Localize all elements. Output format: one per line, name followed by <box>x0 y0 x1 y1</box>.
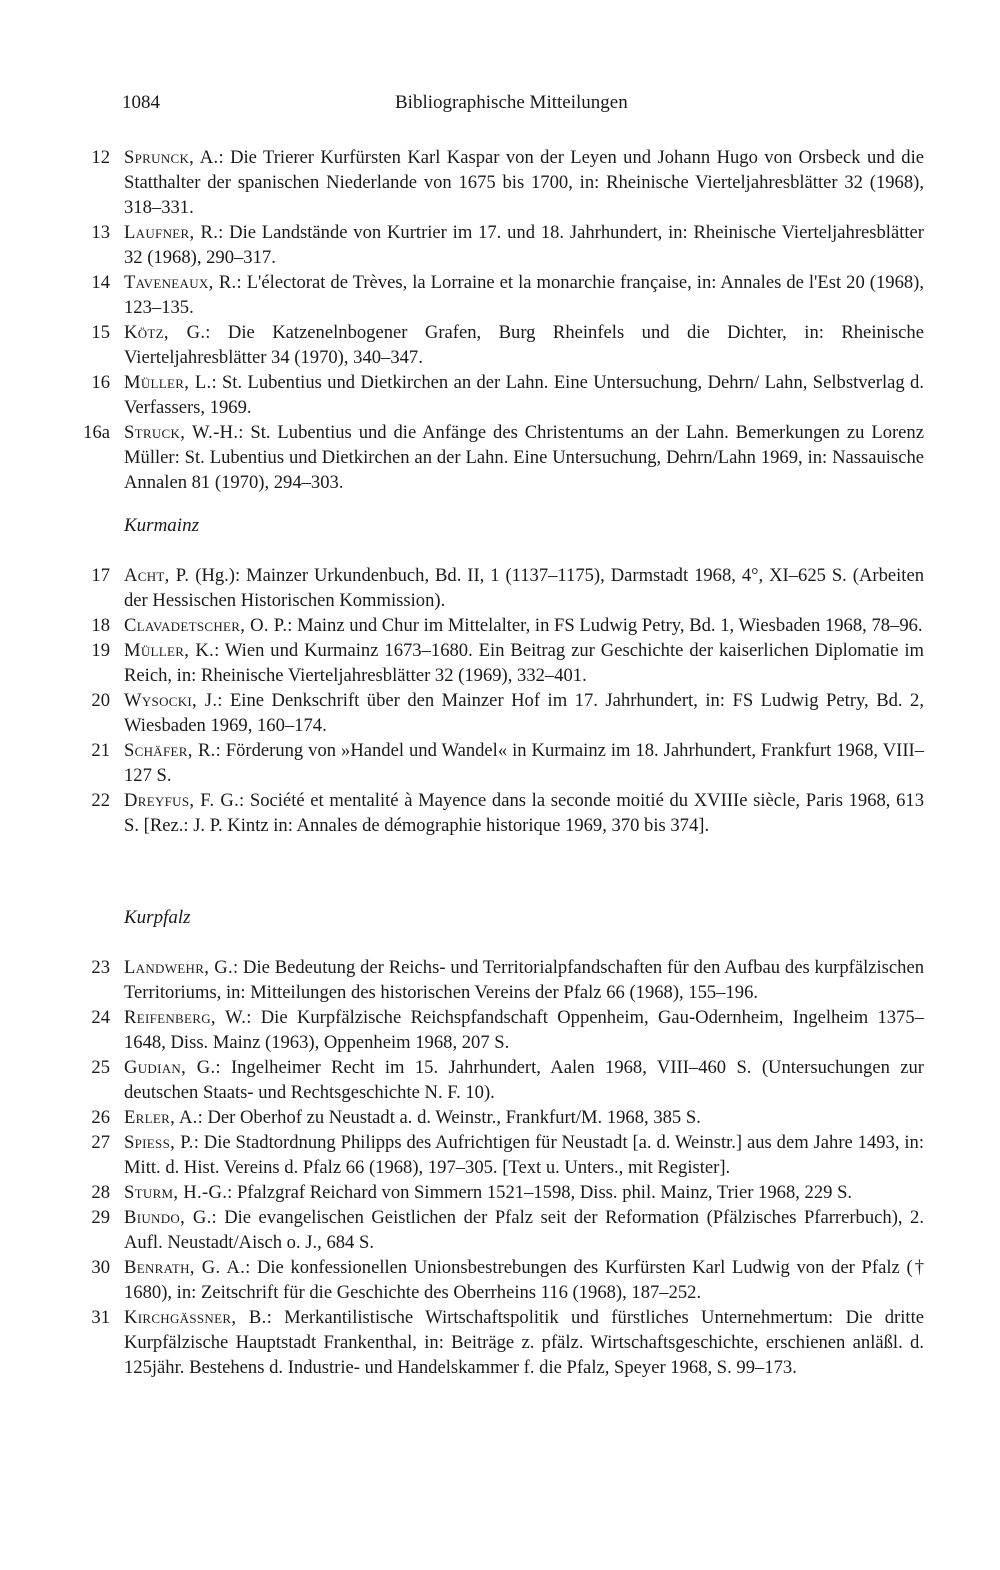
bibliography-entry <box>0 1255 1000 1305</box>
bibliography-entry <box>0 955 1000 1005</box>
entry-citation: : Mainz und Chur im Mittelalter, in FS Ludwig Petry, Bd. 1, Wiesbaden 1968, 78–96. <box>287 615 923 636</box>
bibliography-entry <box>0 1055 1000 1105</box>
entry-number: 21 <box>91 740 110 761</box>
entry-text <box>124 1105 924 1130</box>
bibliography-entry <box>0 320 1000 370</box>
entry-number: 30 <box>91 1257 110 1278</box>
entry-citation: : Pfalzgraf Reichard von Simmern 1521–1598, Diss. phil. Mainz, Trier 1968, 229 S. <box>227 1182 853 1203</box>
entry-text <box>124 563 924 613</box>
entry-text <box>124 1180 924 1205</box>
entry-author: Müller, L. <box>124 372 212 393</box>
entry-author: Sprunck, A. <box>124 147 219 168</box>
bibliography-entry <box>0 638 1000 688</box>
bibliography-entry <box>0 1105 1000 1130</box>
entry-citation: : Die Bedeutung der Reichs- und Territorialpfandschaften für den Aufbau des kurpfälzischen Territoriums, in: Mitteilungen des historischen Vereins der Pfalz 66 (1968), 155–196. <box>124 957 924 1003</box>
entry-text <box>124 420 924 495</box>
bibliography-entry <box>0 563 1000 613</box>
entry-number: 24 <box>91 1007 110 1028</box>
bibliography-entry <box>0 420 1000 495</box>
entry-number: 22 <box>91 790 110 811</box>
entry-citation: : Förderung von »Handel und Wandel« in Kurmainz im 18. Jahrhundert, Frankfurt 1968, VIII–127 S. <box>124 740 925 786</box>
entry-author: Taveneaux, R. <box>124 272 237 293</box>
entry-author: Wysocki, J. <box>124 690 218 711</box>
entry-number: 28 <box>91 1182 110 1203</box>
entry-author: Laufner, R. <box>124 222 219 243</box>
entry-text <box>124 688 924 738</box>
entry-citation: : Société et mentalité à Mayence dans la seconde moitié du XVIIIe siècle, Paris 1968, 613 S. [Rez.: J. P. Kintz in: Annales de démographie historique 1969, 370 bis 374]. <box>124 790 924 836</box>
entry-number: 26 <box>91 1107 110 1128</box>
entry-text <box>124 1130 924 1180</box>
entry-citation: : Die evangelischen Geistlichen der Pfalz seit der Reformation (Pfälzisches Pfarrerbuch), 2. Aufl. Neustadt/Aisch o. J., 684 S. <box>124 1207 924 1253</box>
section-kurpfalz <box>0 955 1000 1380</box>
entry-number: 14 <box>91 272 110 293</box>
entry-number: 31 <box>91 1307 110 1328</box>
entry-author: Schäfer, R. <box>124 740 216 761</box>
bibliography-entry <box>0 1180 1000 1205</box>
entry-author: Spiess, P. <box>124 1132 194 1153</box>
entry-author: Landwehr, G. <box>124 957 233 978</box>
entry-citation: : Der Oberhof zu Neustadt a. d. Weinstr., Frankfurt/M. 1968, 385 S. <box>197 1107 701 1128</box>
entry-number: 12 <box>91 147 110 168</box>
entry-author: Gudian, G. <box>124 1057 216 1078</box>
bibliography-entry <box>0 370 1000 420</box>
entry-text <box>124 638 924 688</box>
entry-number: 20 <box>91 690 110 711</box>
bibliography-entry <box>0 688 1000 738</box>
bibliography-entry <box>0 788 1000 838</box>
entry-text <box>124 613 924 638</box>
entry-citation: : Die Kurpfälzische Reichspfandschaft Oppenheim, Gau-Odernheim, Ingelheim 1375–1648, Diss. Mainz (1963), Oppenheim 1968, 207 S. <box>124 1007 924 1053</box>
section-heading-kurpfalz: Kurpfalz <box>124 907 191 928</box>
entry-number: 17 <box>91 565 110 586</box>
entry-citation: : L'électorat de Trèves, la Lorraine et la monarchie française, in: Annales de l'Est 20 (1968), 123–135. <box>124 272 925 318</box>
entry-text <box>124 1055 924 1105</box>
entry-text <box>124 270 924 320</box>
entry-citation: : Die Katzenelnbogener Grafen, Burg Rheinfels und die Dichter, in: Rheinische Vierteljahresblätter 34 (1970), 340–347. <box>124 322 924 368</box>
bibliography-entry <box>0 613 1000 638</box>
entry-number: 25 <box>91 1057 110 1078</box>
entry-text <box>124 1205 924 1255</box>
entry-citation: (Hg.): Mainzer Urkundenbuch, Bd. II, 1 (1137–1175), Darmstadt 1968, 4°, XI–625 S. (Arbeiten der Hessischen Historischen Kommission). <box>124 565 924 611</box>
entry-text <box>124 1005 924 1055</box>
entry-author: Reifenberg, W. <box>124 1007 247 1028</box>
bibliography-entry <box>0 738 1000 788</box>
bibliography-entry <box>0 1205 1000 1255</box>
entry-author: Benrath, G. A. <box>124 1257 246 1278</box>
section-heading-kurmainz: Kurmainz <box>124 515 199 536</box>
bibliography-entry <box>0 220 1000 270</box>
entry-author: Müller, K. <box>124 640 215 661</box>
page-number: 1084 <box>122 92 160 113</box>
section-kurtrier <box>0 145 1000 495</box>
entry-citation: : St. Lubentius und die Anfänge des Christentums an der Lahn. Bemerkungen zu Lorenz Müller: St. Lubentius und Dietkirchen an der Lahn. Eine Untersuchung, Dehrn/Lahn 1969, in: Nassauische Annalen 81 (1970), 294–303. <box>124 422 924 493</box>
bibliography-entry <box>0 1130 1000 1180</box>
entry-citation: : Die Landstände von Kurtrier im 17. und 18. Jahrhundert, in: Rheinische Vierteljahresblätter 32 (1968), 290–317. <box>124 222 924 268</box>
entry-text <box>124 738 924 788</box>
entry-text <box>124 370 924 420</box>
bibliography-entry <box>0 1005 1000 1055</box>
entry-citation: : Die konfessionellen Unionsbestrebungen des Kurfürsten Karl Ludwig von der Pfalz († 1680), in: Zeitschrift für die Geschichte des Oberrheins 116 (1968), 187–252. <box>124 1257 925 1303</box>
page-header <box>122 88 927 118</box>
entry-number: 15 <box>91 322 110 343</box>
entry-number: 16 <box>91 372 110 393</box>
entry-author: Biundo, G. <box>124 1207 212 1228</box>
entry-author: Struck, W.-H. <box>124 422 239 443</box>
entry-number: 18 <box>91 615 110 636</box>
entry-author: Acht, P. <box>124 565 190 586</box>
entry-text <box>124 145 924 220</box>
entry-citation: : St. Lubentius und Dietkirchen an der Lahn. Eine Untersuchung, Dehrn/ Lahn, Selbstverlag d. Verfassers, 1969. <box>124 372 925 418</box>
entry-citation: : Die Stadtordnung Philipps des Aufrichtigen für Neustadt [a. d. Weinstr.] aus dem Jahre 1493, in: Mitt. d. Hist. Vereins d. Pfalz 66 (1968), 197–305. [Text u. Unters., mit Register]. <box>124 1132 924 1178</box>
entry-author: Kirchgässner, B. <box>124 1307 267 1328</box>
running-title: Bibliographische Mitteilungen <box>395 92 628 113</box>
entry-number: 27 <box>91 1132 110 1153</box>
entry-text <box>124 788 924 838</box>
entry-number: 23 <box>91 957 110 978</box>
entry-number: 16a <box>83 422 110 443</box>
entry-number: 29 <box>91 1207 110 1228</box>
entry-author: Clavadetscher, O. P. <box>124 615 288 636</box>
bibliography-entry <box>0 270 1000 320</box>
entry-text <box>124 220 924 270</box>
entry-citation: : Ingelheimer Recht im 15. Jahrhundert, Aalen 1968, VIII–460 S. (Untersuchungen zur deutschen Staats- und Rechtsgeschichte N. F. 10). <box>124 1057 924 1103</box>
entry-author: Erler, A. <box>124 1107 198 1128</box>
entry-number: 19 <box>91 640 110 661</box>
entry-citation: : Eine Denkschrift über den Mainzer Hof im 17. Jahrhundert, in: FS Ludwig Petry, Bd. 2, Wiesbaden 1969, 160–174. <box>124 690 924 736</box>
entry-number: 13 <box>91 222 110 243</box>
section-kurmainz <box>0 563 1000 838</box>
entry-citation: : Die Trierer Kurfürsten Karl Kaspar von der Leyen und Johann Hugo von Orsbeck und die Statthalter der spanischen Niederlande von 1675 bis 1700, in: Rheinische Vierteljahresblätter 32 (1968), 318–331. <box>124 147 924 218</box>
entry-author: Dreyfus, F. G. <box>124 790 240 811</box>
bibliography-entry <box>0 1305 1000 1380</box>
entry-text <box>124 1305 924 1380</box>
entry-author: Sturm, H.-G. <box>124 1182 228 1203</box>
entry-text <box>124 1255 924 1305</box>
bibliography-entry <box>0 145 1000 220</box>
entry-citation: : Wien und Kurmainz 1673–1680. Ein Beitrag zur Geschichte der kaiserlichen Diplomatie im Reich, in: Rheinische Vierteljahresblätter 32 (1969), 332–401. <box>124 640 924 686</box>
entry-text <box>124 955 924 1005</box>
entry-citation: : Merkantilistische Wirtschaftspolitik und fürstliches Unternehmertum: Die dritte Kurpfälzische Hauptstadt Frankenthal, in: Beiträge z. pfälz. Wirtschaftsgeschichte, erschienen anläßl. d. 125jähr. Bestehens d. Industrie- und Handelskammer f. die Pfalz, Speyer 1968, S. 99–173. <box>124 1307 924 1378</box>
entry-author: Kötz, G. <box>124 322 206 343</box>
entry-text <box>124 320 924 370</box>
